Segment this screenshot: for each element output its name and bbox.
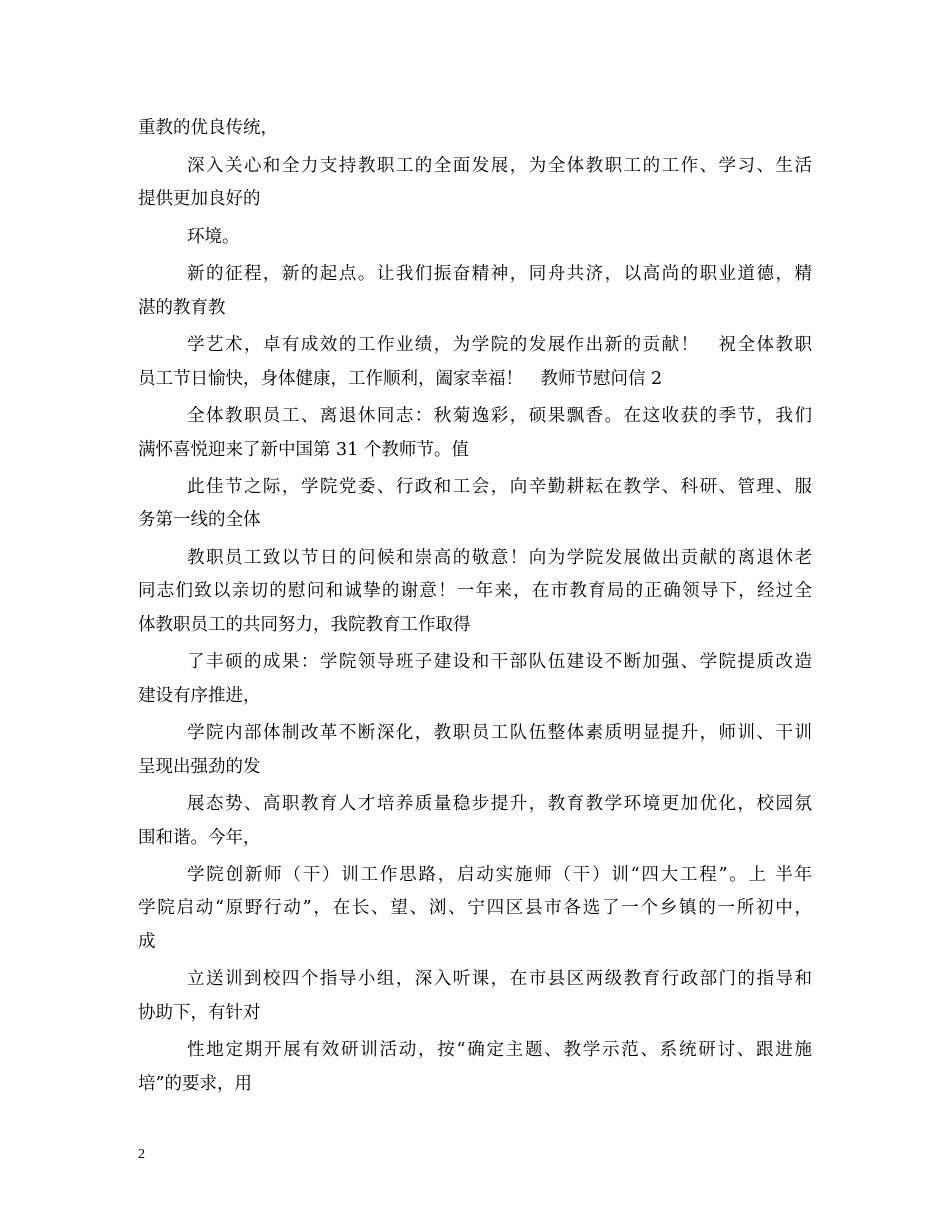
text-line: 提供更加良好的 <box>138 189 261 209</box>
text-line: 性地定期开展有效研训活动，按“确定主题、教学示范、系统研讨、跟进施 <box>187 1040 812 1060</box>
text-line: 协助下，有针对 <box>138 1003 261 1023</box>
text-line: 立送训到校四个指导小组，深入听课，在市县区两级教育行政部门的指导和 <box>187 969 812 989</box>
text-line: 新的征程，新的起点。让我们振奋精神，同舟共济，以高尚的职业道德，精 <box>187 264 812 284</box>
text-line: 展态势、高职教育人才培养质量稳步提升，教育教学环境更加优化，校园氛 <box>187 794 812 814</box>
text-line: 建设有序推进， <box>138 686 261 706</box>
text-line: 全体教职员工、离退休同志：秋菊逸彩，硕果飘香。在这收获的季节，我们 <box>187 406 812 426</box>
text-line: 围和谐。今年， <box>138 828 261 848</box>
text-line: 了丰硕的成果：学院领导班子建设和干部队伍建设不断加强、学院提质改造 <box>187 652 812 672</box>
text-line: 培”的要求，用 <box>138 1074 252 1094</box>
text-line: 同志们致以亲切的慰问和诚挚的谢意！一年来，在市教育局的正确领导下，经过全 <box>138 581 812 601</box>
text-line: 学艺术，卓有成效的工作业绩，为学院的发展作出新的贡献！ 祝全体教职 <box>187 335 812 355</box>
text-line: 此佳节之际，学院党委、行政和工会，向辛勤耕耘在教学、科研、管理、服 <box>187 477 812 497</box>
text-line: 学院内部体制改革不断深化，教职员工队伍整体素质明显提升，师训、干训 <box>187 723 812 743</box>
text-line: 深入关心和全力支持教职工的全面发展，为全体教职工的工作、学习、生活 <box>187 156 812 176</box>
text-line: 教职员工致以节日的问候和崇高的敬意！向为学院发展做出贡献的离退休老 <box>187 548 812 568</box>
text-line: 学院启动“原野行动”，在长、望、浏、宁四区县市各选了一个乡镇的一所初中， <box>138 898 812 918</box>
text-line: 务第一线的全体 <box>138 510 261 530</box>
text-line: 员工节日愉快，身体健康，工作顺利，阖家幸福！ 教师节慰问信 2 <box>138 369 663 389</box>
page-number: 2 <box>138 1147 145 1162</box>
text-line: 呈现出强劲的发 <box>138 757 261 777</box>
text-line: 体教职员工的共同努力，我院教育工作取得 <box>138 615 471 635</box>
text-line: 环境。 <box>187 227 240 247</box>
text-line: 重教的优良传统， <box>138 118 278 138</box>
text-line: 满怀喜悦迎来了新中国第 31 个教师节。值 <box>138 440 469 460</box>
text-line: 成 <box>138 932 156 952</box>
text-line: 湛的教育教 <box>138 298 226 318</box>
text-line: 学院创新师（干）训工作思路，启动实施师（干）训“四大工程”。上 半年 <box>187 865 812 885</box>
